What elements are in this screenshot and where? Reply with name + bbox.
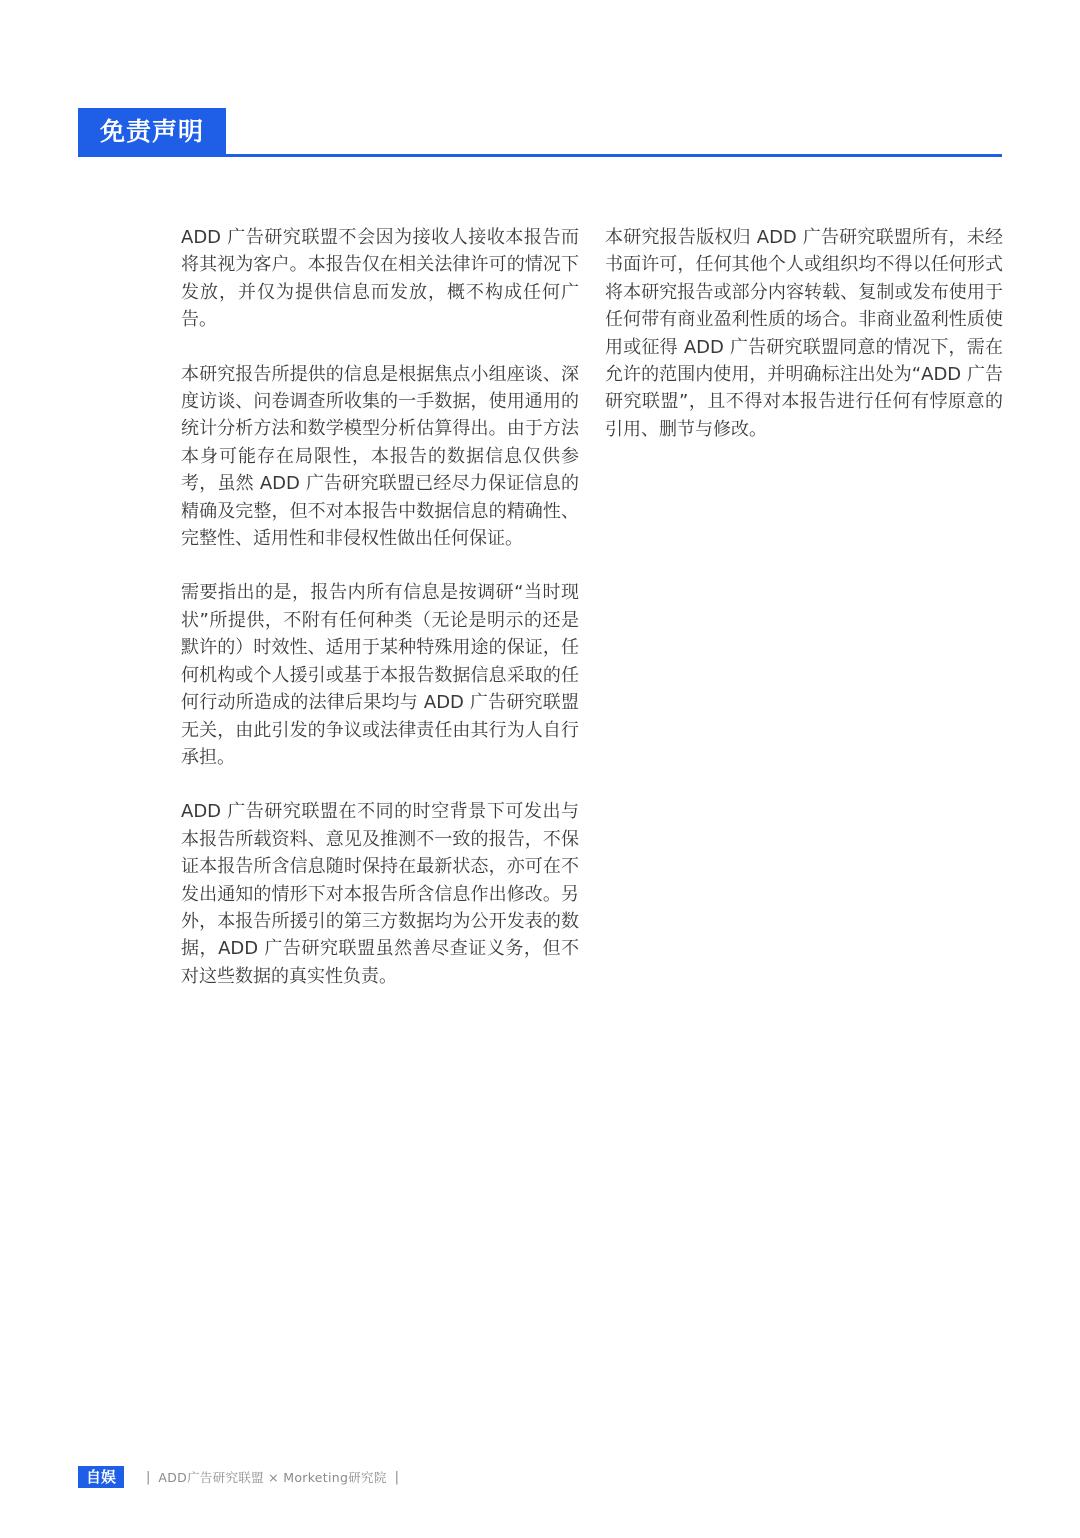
page-title: 免责声明 bbox=[78, 108, 226, 156]
paragraph: ADD 广告研究联盟在不同的时空背景下可发出与本报告所载资料、意见及推测不一致的报告，不保证本报告所含信息随时保持在最新状态，亦可在不发出通知的情形下对本报告所含信息作出修改。另外，本报告所援引的第三方数据均为公开发表的数据，ADD 广告研究联盟虽然善尽查证义务，但不对这些数据的真实性负责。 bbox=[181, 801, 579, 987]
title-divider bbox=[78, 154, 1002, 157]
footer-badge: 自娱 bbox=[78, 1466, 124, 1488]
paragraph: 本研究报告所提供的信息是根据焦点小组座谈、深度访谈、问卷调查所收集的一手数据，使用通用的统计分析方法和数学模型分析估算得出。由于方法本身可能存在局限性，本报告的数据信息仅供参考，虽然 ADD 广告研究联盟已经尽力保证信息的精确及完整，但不对本报告中数据信息的精确性、完整性、适用性和非侵权性做出任何保证。 bbox=[181, 363, 579, 550]
left-column bbox=[181, 224, 579, 1017]
paragraph: ADD 广告研究联盟不会因为接收人接收本报告而将其视为客户。本报告仅在相关法律许可的情况下发放，并仅为提供信息而发放，概不构成任何广告。 bbox=[181, 227, 579, 331]
footer-source-text: ADD广告研究联盟 × Morketing研究院 bbox=[158, 1470, 387, 1485]
footer-separator-end: | bbox=[394, 1469, 400, 1485]
footer bbox=[78, 1466, 399, 1488]
paragraph: 本研究报告版权归 ADD 广告研究联盟所有，未经书面许可，任何其他个人或组织均不得以任何形式将本研究报告或部分内容转载、复制或发布使用于任何带有商业盈利性质的场合。非商业盈利性质使用或征得 ADD 广告研究联盟同意的情况下，需在允许的范围内使用，并明确标注出处为“ADD 广告研究联盟”，且不得对本报告进行任何有悖原意的引用、删节与修改。 bbox=[605, 227, 1003, 440]
right-column bbox=[605, 224, 1003, 470]
paragraph: 需要指出的是，报告内所有信息是按调研“当时现状”所提供，不附有任何种类（无论是明示的还是默许的）时效性、适用于某种特殊用途的保证，任何机构或个人援引或基于本报告数据信息采取的任何行动所造成的法律后果均与 ADD 广告研究联盟无关，由此引发的争议或法律责任由其行为人自行承担。 bbox=[181, 582, 579, 768]
footer-separator: | bbox=[146, 1469, 151, 1485]
